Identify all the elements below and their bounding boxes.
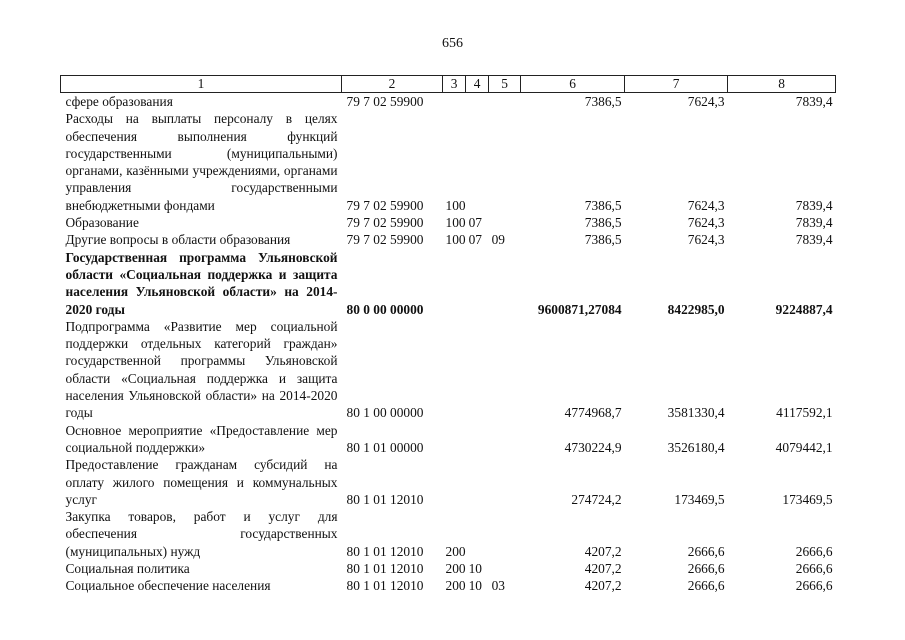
row-amount-year-3: 2666,6 [795, 543, 833, 559]
row-code: 80 1 01 12010 [346, 561, 424, 577]
row-name: сфере образования [65, 94, 173, 109]
row-code: 80 1 01 12010 [346, 491, 424, 507]
row-name: Образование [65, 215, 139, 231]
row-section [466, 456, 489, 508]
row-amount-year-2: 173469,5 [674, 491, 725, 507]
row-expense-type: 100 [445, 232, 466, 248]
table-row [61, 577, 836, 594]
header-row [61, 76, 836, 93]
table-row [61, 422, 836, 457]
row-section: 10 [468, 561, 482, 577]
row-amount-year-2: 7624,3 [687, 197, 725, 213]
row-amount-year-2: 7624,3 [687, 215, 725, 231]
row-expense-type: 200 [445, 543, 466, 559]
row-code: 79 7 02 59900 [346, 94, 424, 109]
row-amount-year-1: 7386,5 [584, 197, 622, 213]
row-subsection [489, 560, 521, 577]
row-expense-type [443, 318, 466, 422]
row-amount-year-1: 9600871,27084 [537, 301, 622, 317]
row-expense-type: 200 [445, 578, 466, 594]
row-subsection [489, 318, 521, 422]
row-code: 80 1 01 12010 [346, 543, 424, 559]
row-amount-year-1: 7386,5 [584, 232, 622, 248]
row-expense-type: 200 [445, 561, 466, 577]
row-amount-year-1: 4207,2 [584, 578, 622, 594]
row-amount-year-3: 7839,4 [795, 232, 833, 248]
column-header-year-2: 7 [625, 76, 728, 93]
row-amount-year-1: 4207,2 [584, 543, 622, 559]
row-code: 80 1 01 00000 [346, 439, 424, 455]
row-expense-type [443, 422, 466, 457]
row-amount-year-2: 8422985,0 [667, 301, 725, 317]
row-name: Социальное обеспечение населения [65, 578, 271, 594]
row-name: Расходы на выплаты персоналу в целях обеспечения выполнения функций государственными (муниципальными) органами, казёнными учреждениями, органами управления государственными внебюджетными фондами [65, 111, 338, 213]
row-amount-year-1: 4207,2 [584, 561, 622, 577]
column-header-section: 4 [466, 76, 489, 93]
row-expense-type [443, 93, 466, 111]
column-header-code: 2 [342, 76, 443, 93]
column-header-year-3: 8 [728, 76, 836, 93]
row-amount-year-3: 173469,5 [782, 491, 833, 507]
row-subsection [489, 93, 521, 111]
row-section [466, 110, 489, 214]
row-amount-year-2: 2666,6 [687, 578, 725, 594]
row-amount-year-2: 2666,6 [687, 543, 725, 559]
row-section [466, 508, 489, 560]
row-subsection [489, 249, 521, 318]
row-amount-year-2: 7624,3 [687, 94, 725, 109]
row-amount-year-3: 9224887,4 [775, 301, 833, 317]
row-amount-year-1: 4774968,7 [564, 405, 622, 421]
row-subsection [489, 456, 521, 508]
row-expense-type: 100 [445, 215, 466, 231]
row-section [466, 318, 489, 422]
row-amount-year-1: 7386,5 [584, 94, 622, 109]
row-code: 79 7 02 59900 [346, 197, 424, 213]
row-code: 80 1 00 00000 [346, 405, 424, 421]
row-name: Государственная программа Ульяновской области «Социальная поддержка и защита населения Ульяновской области» на 2014-2020 годы [65, 249, 338, 317]
row-subsection [489, 214, 521, 231]
row-amount-year-2: 3526180,4 [667, 439, 725, 455]
row-subsection: 09 [491, 232, 505, 248]
table-row [61, 231, 836, 248]
row-amount-year-1: 7386,5 [584, 215, 622, 231]
table-row [61, 560, 836, 577]
row-section [466, 422, 489, 457]
row-amount-year-3: 2666,6 [795, 578, 833, 594]
row-section: 07 [468, 232, 482, 248]
row-amount-year-3: 4079442,1 [775, 439, 833, 455]
budget-table [60, 75, 836, 595]
row-name: Закупка товаров, работ и услуг для обеспечения государственных (муниципальных) нужд [65, 509, 338, 559]
column-header-expense-type: 3 [443, 76, 466, 93]
table-row [61, 214, 836, 231]
row-section [466, 93, 489, 111]
row-name: Основное мероприятие «Предоставление мер социальной поддержки» [65, 422, 338, 455]
row-subsection [489, 422, 521, 457]
table-row [61, 93, 836, 111]
row-amount-year-2: 7624,3 [687, 232, 725, 248]
row-amount-year-3: 7839,4 [795, 215, 833, 231]
row-amount-year-3: 2666,6 [795, 561, 833, 577]
row-name: Другие вопросы в области образования [65, 232, 291, 248]
row-amount-year-2: 3581330,4 [667, 405, 725, 421]
row-expense-type [443, 456, 466, 508]
column-header-subsection: 5 [489, 76, 521, 93]
table-row [61, 456, 836, 508]
row-subsection [489, 110, 521, 214]
row-subsection [489, 508, 521, 560]
column-header-year-1: 6 [521, 76, 625, 93]
table-row [61, 318, 836, 422]
page-number: 656 [442, 36, 463, 51]
row-amount-year-1: 4730224,9 [564, 439, 622, 455]
row-name: Подпрограмма «Развитие мер социальной поддержки отдельных категорий граждан» государственной программы Ульяновской области «Социальная поддержка и защита населения Ульяновской области» на 2014-2020 годы [65, 318, 338, 421]
row-code: 79 7 02 59900 [346, 232, 424, 248]
column-header-name: 1 [61, 76, 342, 93]
row-expense-type: 100 [445, 197, 466, 213]
row-amount-year-3: 7839,4 [795, 94, 833, 109]
row-amount-year-2: 2666,6 [687, 561, 725, 577]
table-row-program [61, 249, 836, 318]
row-code: 79 7 02 59900 [346, 215, 424, 231]
row-name: Социальная политика [65, 561, 190, 577]
row-expense-type [443, 249, 466, 318]
row-section [466, 249, 489, 318]
row-amount-year-3: 4117592,1 [776, 405, 833, 421]
row-section: 07 [468, 215, 482, 231]
row-amount-year-3: 7839,4 [795, 197, 833, 213]
row-amount-year-1: 274724,2 [571, 491, 622, 507]
row-code: 80 0 00 00000 [346, 301, 424, 317]
table-row [61, 110, 836, 214]
table-row [61, 508, 836, 560]
row-subsection: 03 [491, 578, 505, 594]
row-name: Предоставление гражданам субсидий на оплату жилого помещения и коммунальных услуг [65, 457, 338, 507]
row-code: 80 1 01 12010 [346, 578, 424, 594]
row-section: 10 [468, 578, 482, 594]
